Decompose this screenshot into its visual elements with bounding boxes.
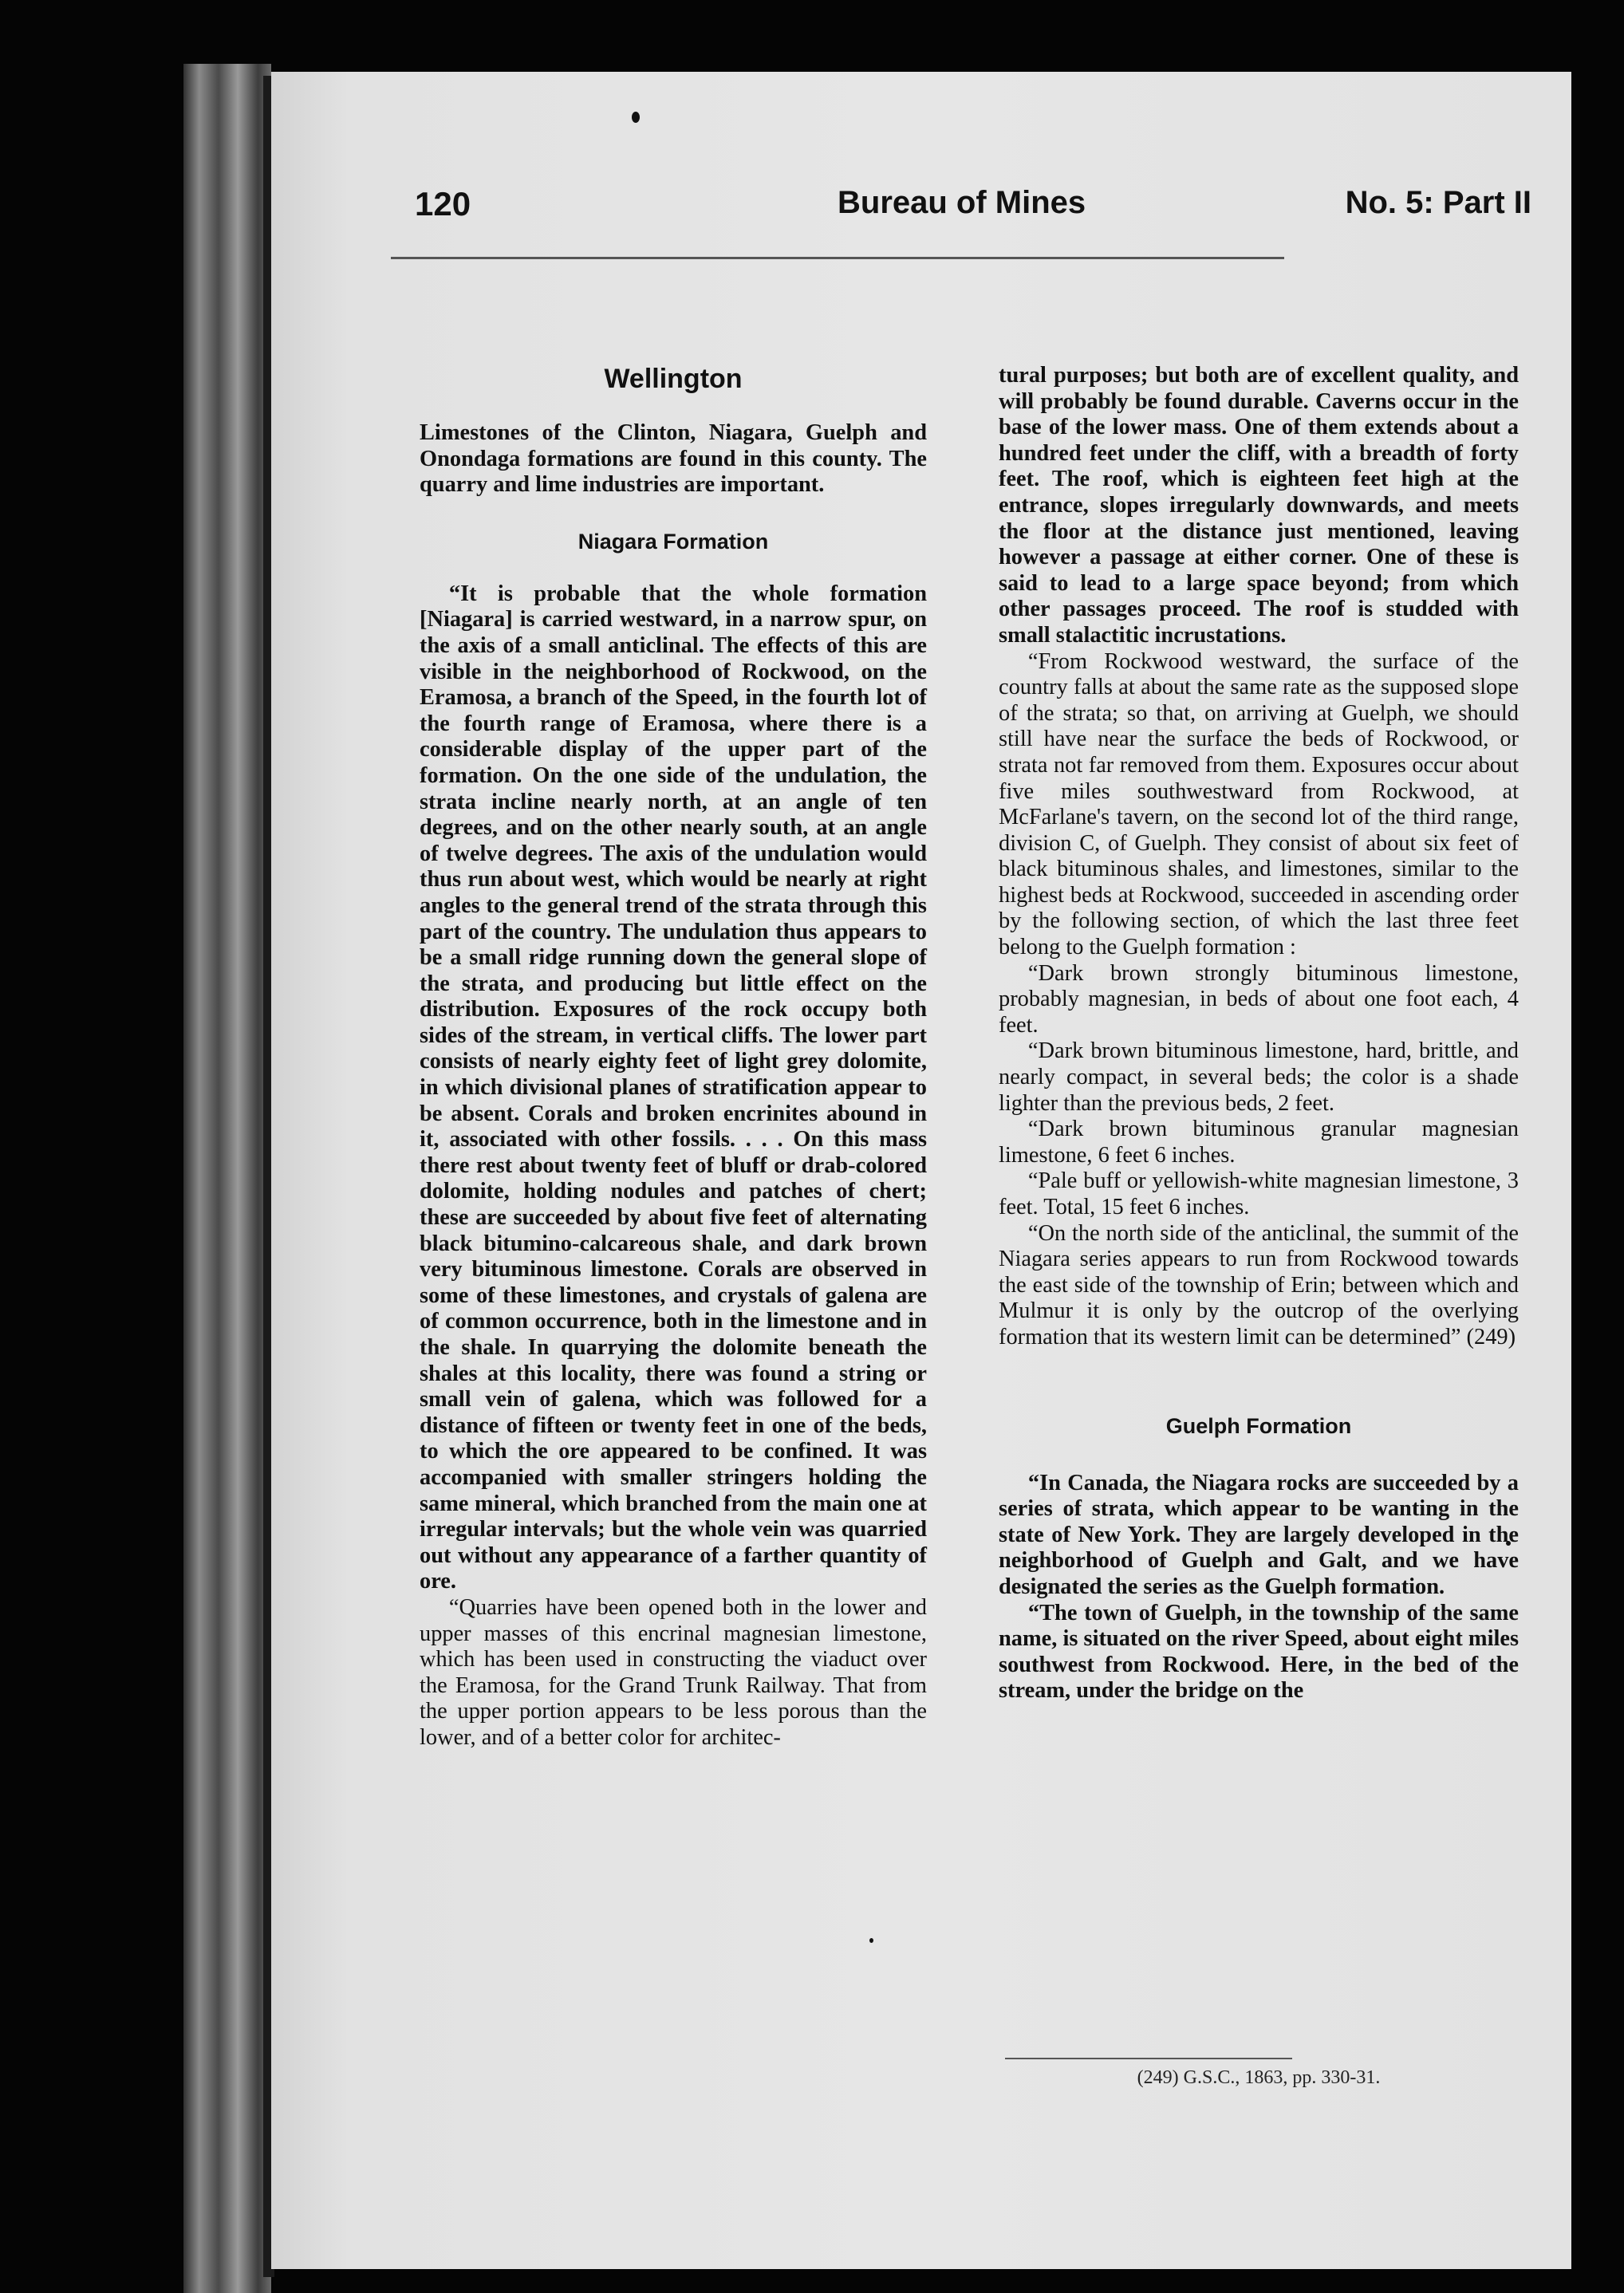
subsection-title-niagara: Niagara Formation bbox=[577, 529, 769, 554]
body-paragraph: “In Canada, the Niagara rocks are succeeded by a series of strata, which appear to be wanting in the state of New York. They are largely developed in the neighborhood of Guelph and Galt, and we have designated the series as the Guelph formation. bbox=[999, 1470, 1519, 1599]
ink-speck bbox=[869, 1938, 873, 1943]
book-page bbox=[271, 72, 1571, 2269]
body-paragraph: “On the north side of the anticlinal, the summit of the Niagara series appears to run from Rockwood towards the east side of the township of Erin; between which and Mulmur it is only by the outcrop of the overlying formation that its western limit can be determined” (249) bbox=[999, 1220, 1519, 1349]
footnote: (249) G.S.C., 1863, pp. 330-31. bbox=[1137, 2067, 1381, 2088]
right-column bbox=[999, 363, 1519, 1704]
header-rule bbox=[391, 257, 1284, 259]
subsection-title-guelph: Guelph Formation bbox=[1165, 1413, 1352, 1438]
part-label: No. 5: Part II bbox=[1345, 185, 1531, 220]
journal-title: Bureau of Mines bbox=[838, 185, 1086, 220]
body-paragraph: “It is probable that the whole formation [Niagara] is carried westward, in a narrow spur, on the axis of a small anticlinal. The effects of this are visible in the neighborhood of Rockwood, on the Eramosa, a branch of the Speed, in the fourth lot of the fourth range of Eramosa, where there is a considerable display of the upper part of the formation. On the one side of the undulation, the strata incline nearly north, at an angle of ten degrees, and on the other nearly south, at an angle of twelve degrees. The axis of the undulation would thus run about west, which would be nearly at right angles to the general trend of the strata through this part of the country. The undulation thus appears to be a small ridge running down the general slope of the strata, and producing but little effect on the distribution. Exposures of the rock occupy both sides of the stream, in vertical cliffs. The lower part consists of nearly eighty feet of light grey dolomite, in which divisional planes of stratification appear to be absent. Corals and broken encrinites abound in it, associated with other fossils. . . . On this mass there rest about twenty feet of bluff or drab-colored dolomite, holding nodules and patches of chert; these are succeeded by about five feet of alternating black bitumino-calcareous shale, and dark brown very bituminous limestone. Corals are observed in some of these limestones, and crystals of galena are of common occurrence, both in the limestone and in the shale. In quarrying the dolomite beneath the shales at this locality, there was found a string or small vein of galena, which was followed for a distance of fifteen or twenty feet in one of the beds, to which the ore appeared to be confined. It was accompanied with smaller stringers holding the same mineral, which branched from the main one at irregular intervals; but the whole vein was quarried out without any appearance of a farther quantity of ore. bbox=[420, 581, 927, 1594]
ink-speck bbox=[632, 112, 640, 123]
book-binding bbox=[183, 64, 271, 2293]
running-head bbox=[415, 185, 1531, 241]
body-paragraph: “The town of Guelph, in the township of the same name, is situated on the river Speed, about eight miles southwest from Rockwood. Here, in the bed of the stream, under the bridge on the bbox=[999, 1600, 1519, 1704]
intro-paragraph: Limestones of the Clinton, Niagara, Guelph and Onondaga formations are found in this county. The quarry and lime industries are important. bbox=[420, 420, 927, 498]
page-number: 120 bbox=[415, 185, 471, 223]
body-paragraph: “From Rockwood westward, the surface of the country falls at about the same rate as the supposed slope of the strata; so that, on arriving at Guelph, we should still have near the surface the beds of Rockwood, or strata not far removed from them. Exposures occur about five miles southwestward from Rockwood, at McFarlane's tavern, on the second lot of the third range, division C, of Guelph. They consist of about six feet of black bituminous shales, and limestones, similar to the highest beds at Rockwood, succeeded in ascending order by the following section, of which the last three feet belong to the Guelph formation : bbox=[999, 648, 1519, 960]
body-paragraph: “Quarries have been opened both in the lower and upper masses of this encrinal magnesian limestone, which has been used in constructing the viaduct over the Eramosa, for the Grand Trunk Railway. That from the upper portion appears to be less porous than the lower, and of a better color for architec- bbox=[420, 1594, 927, 1750]
section-entry: “Pale buff or yellowish-white magnesian limestone, 3 feet. Total, 15 feet 6 inches. bbox=[999, 1168, 1519, 1219]
section-entry: “Dark brown strongly bituminous limestone, probably magnesian, in beds of about one foot each, 4 feet. bbox=[999, 960, 1519, 1038]
left-column bbox=[420, 363, 927, 1751]
section-entry: “Dark brown bituminous granular magnesian limestone, 6 feet 6 inches. bbox=[999, 1117, 1519, 1168]
section-entry: “Dark brown bituminous limestone, hard, brittle, and nearly compact, in several beds; the color is a shade lighter than the previous beds, 2 feet. bbox=[999, 1038, 1519, 1116]
section-title: Wellington bbox=[604, 364, 743, 394]
footnote-rule bbox=[1005, 2058, 1292, 2059]
body-paragraph: tural purposes; but both are of excellent quality, and will probably be found durable. Caverns occur in the base of the lower mass. One of them extends about a hundred feet under the cliff, with a breadth of forty feet. The roof, which is eighteen feet high at the entrance, slopes irregularly downwards, and meets the floor at the distance just mentioned, leaving however a passage at either corner. One of these is said to lead to a large space beyond; from which other passages proceed. The roof is studded with small stalactitic incrustations. bbox=[999, 363, 1519, 648]
